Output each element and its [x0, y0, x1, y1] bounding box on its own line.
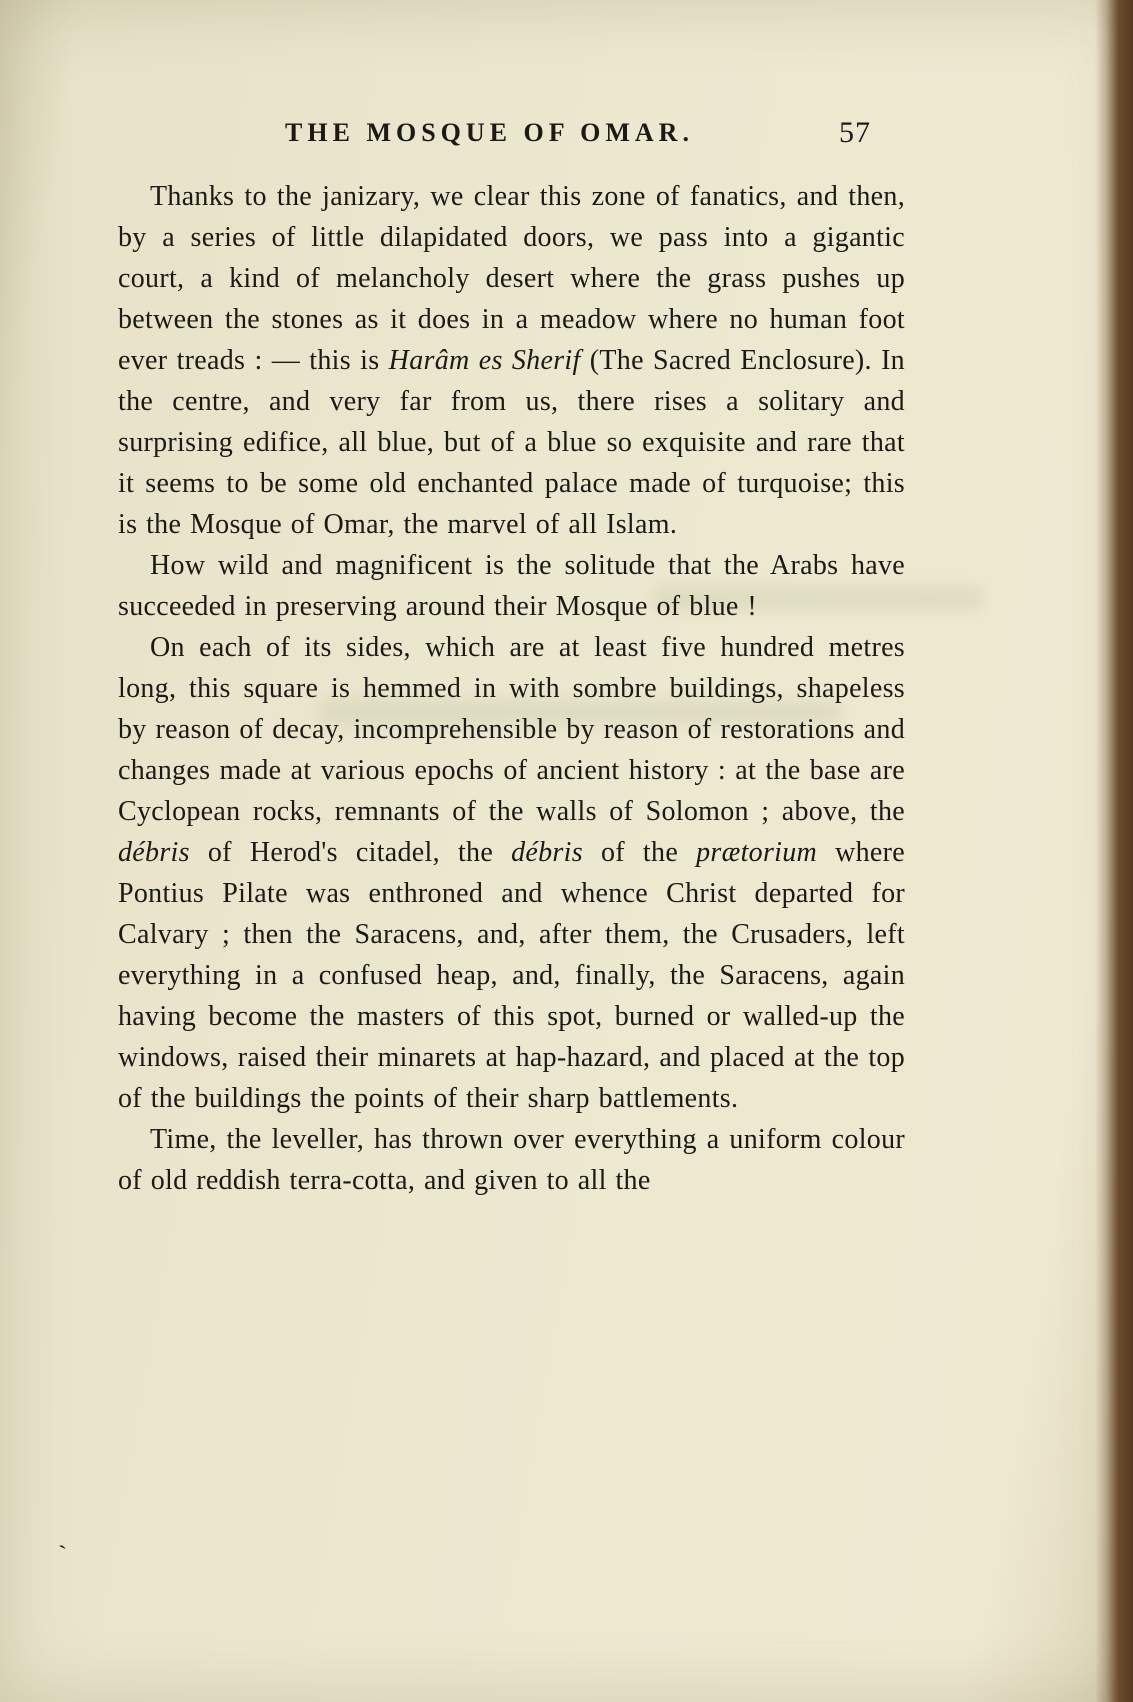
italic-text-run: débris — [118, 837, 190, 868]
text-run: How wild and magnificent is the solitude that the Arabs have succeeded in preserving around their Mosque of blue ! — [118, 550, 905, 622]
pen-mark: ˋ — [56, 1539, 72, 1570]
paragraph — [118, 627, 905, 1119]
italic-text-run: débris — [511, 837, 583, 868]
paragraph — [118, 545, 905, 627]
text-run: of the — [582, 837, 697, 868]
page-header — [118, 118, 905, 162]
text-run: (The Sacred Enclosure). In the centre, and very far from us, there rises a solitary and surprising edifice, all blue, but of a blue so exquisite and rare that it seems to be some old enchanted palace made of turquoise; this is the Mosque of Omar, the marvel of all Islam. — [118, 345, 905, 540]
page-body — [118, 176, 905, 1201]
text-run: Time, the leveller, has thrown over everything a uniform colour of old reddish terra-cotta, and given to all the — [118, 1124, 905, 1196]
text-run: where Pontius Pilate was enthroned and whence Christ departed for Calvary ; then the Saracens, and, after them, the Crusaders, left everything in a confused heap, and, finally, the Saracens, again having become the masters of this spot, burned or walled-up the windows, raised their minarets at hap-hazard, and placed at the top of the buildings the points of their sharp battlements. — [118, 837, 905, 1114]
page-number: 57 — [839, 116, 871, 149]
text-run: of Herod's citadel, the — [189, 837, 512, 868]
italic-text-run: Harâm es Sherif — [388, 345, 581, 376]
text-run: Thanks to the janizary, we clear this zone of fanatics, and then, by a series of little dilapidated doors, we pass into a gigantic court, a kind of melancholy desert where the grass pushes up between the stones as it does in a meadow where no human foot ever treads : — this is — [118, 181, 905, 376]
paragraph — [118, 176, 905, 545]
running-title: THE MOSQUE OF OMAR. — [285, 118, 694, 147]
text-run: On each of its sides, which are at least five hundred metres long, this square is hemmed in with sombre buildings, shapeless by reason of decay, incomprehensible by reason of restorations and changes made at various epochs of ancient history : at the base are Cyclopean rocks, remnants of the walls of Solomon ; above, the — [118, 632, 905, 827]
italic-text-run: prætorium — [696, 837, 818, 868]
paragraph — [118, 1119, 905, 1201]
book-edge-shadow — [1095, 0, 1133, 1702]
